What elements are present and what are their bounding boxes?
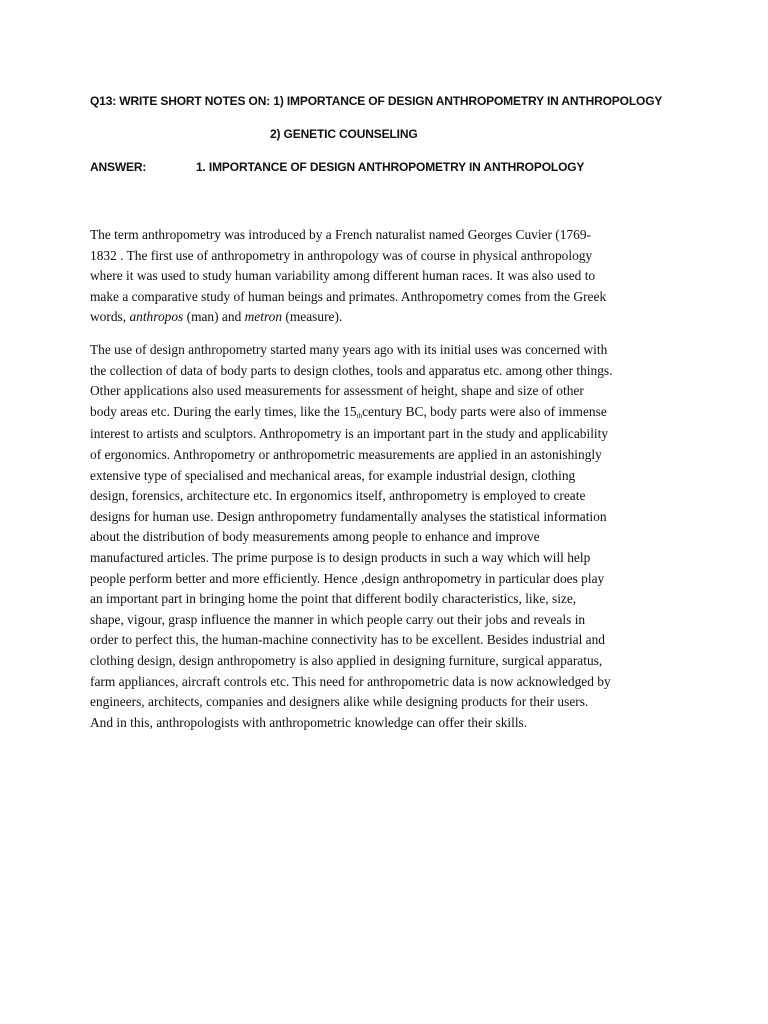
paragraph-line: The term anthropometry was introduced by a French naturalist named Georges Cuvier (1769- xyxy=(90,227,592,242)
paragraph-line: designs for human use. Design anthropometry fundamentally analyses the statistical information xyxy=(90,508,607,524)
paragraph-line: And in this, anthropologists with anthropometric knowledge can offer their skills. xyxy=(90,714,528,730)
answer-title: 1. IMPORTANCE OF DESIGN ANTHROPOMETRY IN ANTHROPOLOGY xyxy=(196,160,585,174)
text-run: century BC, body parts were also of immense xyxy=(362,403,607,419)
text-run: words, xyxy=(90,309,130,325)
paragraph-design-anthropometry xyxy=(90,340,690,733)
paragraph-line: The use of design anthropometry started many years ago with its initial uses was concerned with xyxy=(90,342,608,357)
paragraph-line: clothing design, design anthropometry is also applied in designing furniture, surgical apparatus, xyxy=(90,652,603,668)
paragraph-line: order to perfect this, the human-machine connectivity has to be excellent. Besides industrial and xyxy=(90,632,606,648)
question-subheading: 2) GENETIC COUNSELING xyxy=(270,127,418,141)
answer-label: ANSWER: xyxy=(90,160,147,174)
text-run: body areas etc. During the early times, like the 15 xyxy=(90,403,357,419)
ordinal-superscript: th xyxy=(356,411,363,420)
paragraph-line: engineers, architects, companies and designers alike while designing products for their users. xyxy=(90,694,589,710)
paragraph-line: 1832 . The first use of anthropometry in anthropology was of course in physical anthropology xyxy=(90,247,593,263)
paragraph-line xyxy=(90,307,690,328)
paragraph-line: an important part in bringing home the point that different bodily characteristics, like, size, xyxy=(90,591,577,607)
paragraph-line: people perform better and more efficiently. Hence ,design anthropometry in particular does play xyxy=(90,570,605,586)
paragraph-line: about the distribution of body measurements among people to enhance and improve xyxy=(90,529,540,545)
greek-term-metron: metron xyxy=(244,309,283,325)
text-run: (man) and xyxy=(183,309,245,325)
paragraph-line: interest to artists and sculptors. Anthropometry is an important part in the study and applicability xyxy=(90,426,609,442)
paragraph-line: design, forensics, architecture etc. In ergonomics itself, anthropometry is employed to create xyxy=(90,488,586,504)
text-run: (measure). xyxy=(282,309,343,325)
paragraph-line xyxy=(90,402,690,425)
greek-term-anthropos: anthropos xyxy=(129,309,184,325)
paragraph-line: the collection of data of body parts to design clothes, tools and apparatus etc. among other things. xyxy=(90,362,613,378)
paragraph-line: make a comparative study of human beings and primates. Anthropometry comes from the Greek xyxy=(90,288,607,304)
paragraph-line: shape, vigour, grasp influence the manner in which people carry out their jobs and reveals in xyxy=(90,611,586,627)
question-heading: Q13: WRITE SHORT NOTES ON: 1) IMPORTANCE OF DESIGN ANTHROPOMETRY IN ANTHROPOLOGY xyxy=(90,94,663,108)
paragraph-intro xyxy=(90,225,690,328)
paragraph-line: of ergonomics. Anthropometry or anthropometric measurements are applied in an astonishingly xyxy=(90,446,602,462)
paragraph-line: extensive type of specialised and mechanical areas, for example industrial design, clothing xyxy=(90,467,576,483)
paragraph-line: farm appliances, aircraft controls etc. This need for anthropometric data is now acknowledged by xyxy=(90,673,611,689)
paragraph-line: where it was used to study human variability among different human races. It was also used to xyxy=(90,268,596,284)
paragraph-line: manufactured articles. The prime purpose is to design products in such a way which will help xyxy=(90,549,591,565)
paragraph-line: Other applications also used measurements for assessment of height, shape and size of other xyxy=(90,383,584,399)
